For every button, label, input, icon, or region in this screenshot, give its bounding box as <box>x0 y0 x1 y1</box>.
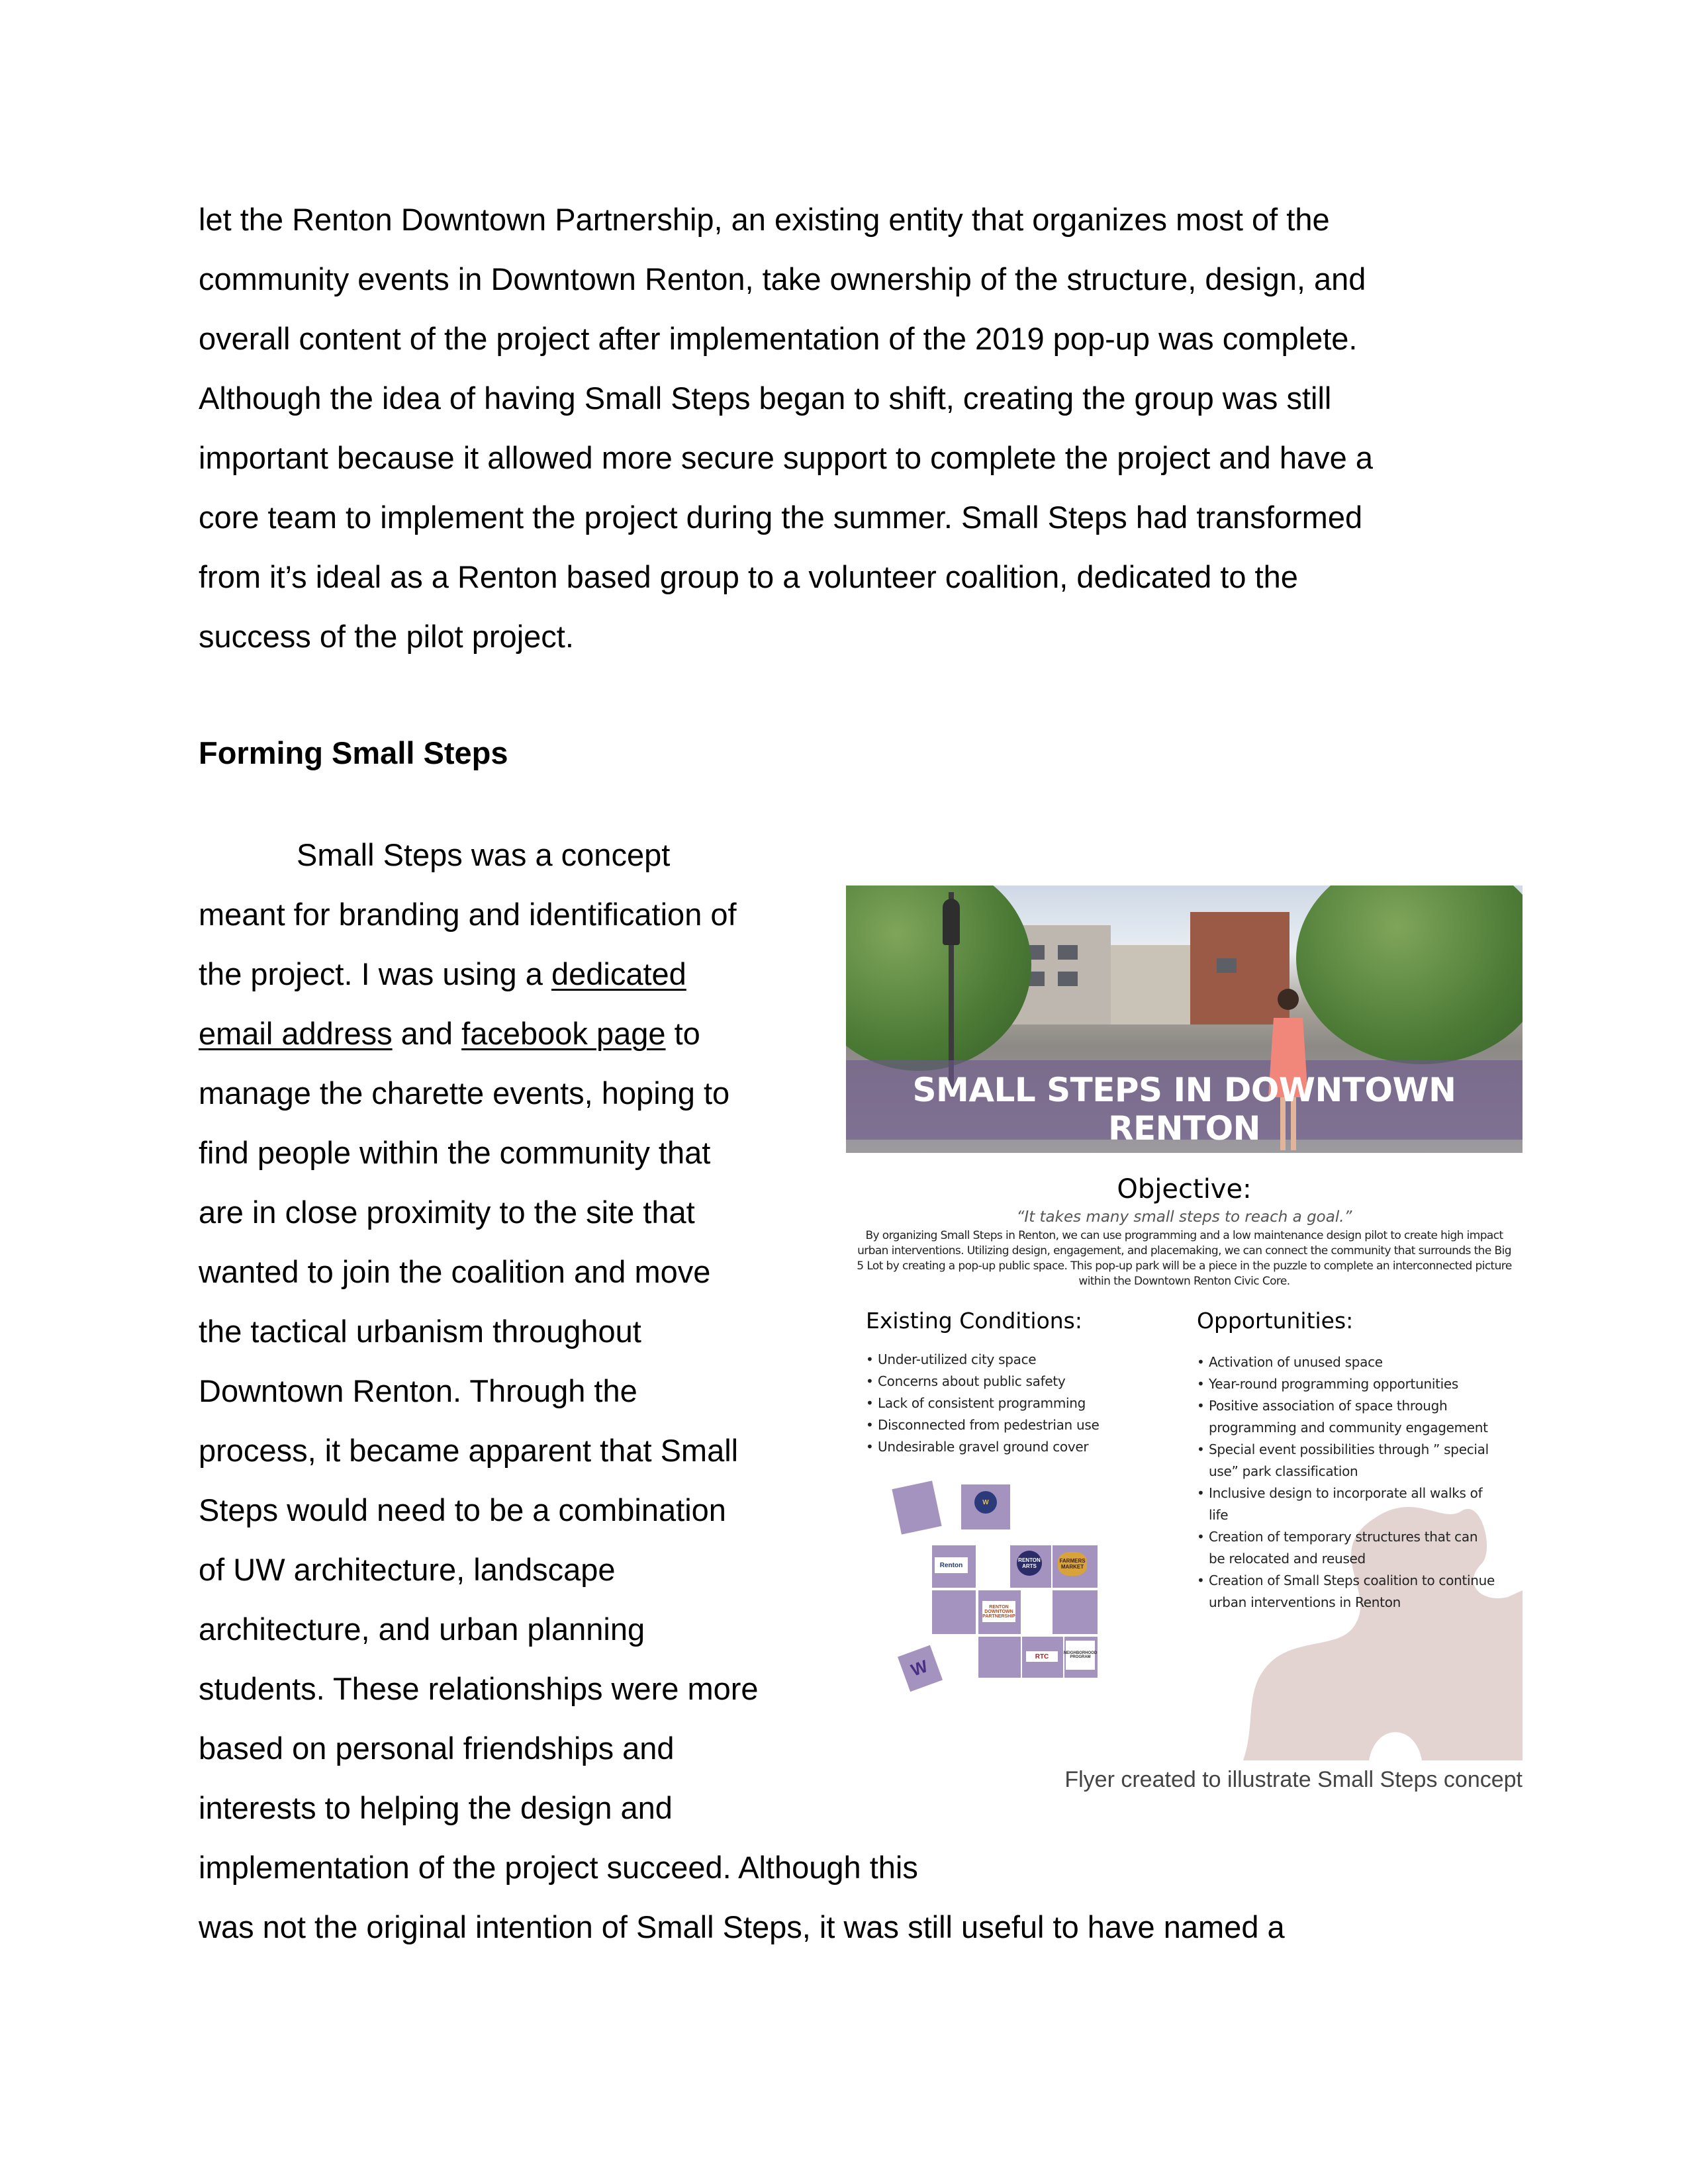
text-line: meant for branding and identification of <box>199 897 737 932</box>
renton-downtown-partnership-logo: RENTON DOWNTOWN PARTNERSHIP <box>982 1601 1015 1622</box>
text-line: Although the idea of having Small Steps began to shift, creating the group was still <box>199 381 1332 416</box>
text-line: architecture, and urban planning <box>199 1612 645 1647</box>
text-line: based on personal friendships and <box>199 1731 675 1766</box>
text-line: Small Steps was a concept <box>297 837 671 872</box>
window <box>1058 945 1078 960</box>
uw-logo: W <box>908 1655 931 1680</box>
dedicated-email-link[interactable]: dedicated <box>551 956 686 991</box>
farmers-market-logo: FARMERS MARKET <box>1058 1552 1087 1576</box>
list-item: • Concerns about public safety <box>866 1371 1157 1392</box>
renton-arts-logo: RENTON ARTS <box>1017 1551 1042 1576</box>
existing-conditions-list <box>866 1349 1157 1458</box>
text-line: are in close proximity to the site that <box>199 1195 695 1230</box>
text-line: Downtown Renton. Through the <box>199 1373 637 1408</box>
puzzle-piece <box>961 1484 1010 1529</box>
facebook-page-link[interactable]: facebook page <box>461 1016 666 1051</box>
list-item: • Inclusive design to incorporate all walks of life <box>1197 1482 1495 1526</box>
rtc-logo: RTC <box>1026 1651 1058 1662</box>
puzzle-piece <box>1010 1545 1051 1588</box>
objective-title: Objective: <box>1117 1174 1252 1205</box>
window <box>1058 972 1078 986</box>
puzzle-piece <box>898 1645 943 1692</box>
objective-quote: “It takes many small steps to reach a goal.” <box>1016 1208 1352 1226</box>
tree <box>1296 886 1523 1064</box>
text-line <box>199 958 686 989</box>
puzzle-piece <box>978 1590 1021 1634</box>
text-line: find people within the community that <box>199 1135 711 1170</box>
text-line: from it’s ideal as a Renton based group to a volunteer coalition, dedicated to the <box>199 559 1298 594</box>
text-line: success of the pilot project. <box>199 619 574 654</box>
text-line: core team to implement the project during the summer. Small Steps had transformed <box>199 500 1363 535</box>
objective-body: By organizing Small Steps in Renton, we can use programming and a low maintenance design pilot to create high impact urban interventions. Utilizing design, engagement, and placemaking, we can connect the community that surrounds the Big 5 Lot by creating a pop-up public space. This pop-up park will be a piece in the puzzle to complete an interconnected picture within the Downtown Renton Civic Core. <box>857 1229 1512 1288</box>
puzzle-piece <box>932 1545 976 1588</box>
list-item: • Creation of Small Steps coalition to continue urban interventions in Renton <box>1197 1570 1495 1614</box>
text-span: the project. I was using a <box>199 956 551 991</box>
list-item: • Under-utilized city space <box>866 1349 1157 1371</box>
partner-puzzle-graphic <box>886 1484 1098 1696</box>
opportunities-title: Opportunities: <box>1197 1308 1354 1334</box>
text-line: was not the original intention of Small Steps, it was still useful to have named a <box>199 1909 1285 1944</box>
opportunities-list <box>1197 1351 1495 1614</box>
dedicated-email-link[interactable]: email address <box>199 1016 393 1051</box>
text-line: of UW architecture, landscape <box>199 1552 616 1587</box>
text-line: let the Renton Downtown Partnership, an existing entity that organizes most of the <box>199 202 1330 237</box>
flyer-image <box>846 886 1523 1760</box>
list-item: • Creation of temporary structures that can be relocated and reused <box>1197 1526 1495 1570</box>
street-rendering-photo <box>846 886 1523 1153</box>
puzzle-piece <box>1022 1637 1063 1678</box>
text-line: students. These relationships were more <box>199 1671 759 1706</box>
list-item: • Activation of unused space <box>1197 1351 1495 1373</box>
puzzle-piece <box>978 1637 1021 1678</box>
text-line: wanted to join the coalition and move <box>199 1254 711 1289</box>
puzzle-piece <box>1053 1545 1098 1588</box>
text-line <box>199 1018 700 1049</box>
list-item: • Disconnected from pedestrian use <box>866 1414 1157 1436</box>
neighborhood-program-logo: NEIGHBORHOOD PROGRAM <box>1066 1641 1095 1670</box>
text-line: implementation of the project succeed. Although this <box>199 1850 918 1885</box>
text-line: overall content of the project after implementation of the 2019 pop-up was complete. <box>199 321 1358 356</box>
text-line: community events in Downtown Renton, take ownership of the structure, design, and <box>199 261 1366 296</box>
puzzle-piece <box>932 1590 976 1634</box>
text-line: process, it became apparent that Small <box>199 1433 739 1468</box>
street-lamp <box>943 899 960 945</box>
text-line: the tactical urbanism throughout <box>199 1314 641 1349</box>
text-line: Steps would need to be a combination <box>199 1492 726 1527</box>
existing-conditions-title: Existing Conditions: <box>866 1308 1082 1334</box>
banner-title: SMALL STEPS IN DOWNTOWN RENTON <box>912 1071 1456 1148</box>
window <box>1217 958 1237 973</box>
puzzle-piece <box>1064 1637 1098 1678</box>
list-item: • Year-round programming opportunities <box>1197 1373 1495 1395</box>
building <box>1111 945 1190 1024</box>
puzzle-piece <box>1053 1590 1098 1634</box>
list-item: • Undesirable gravel ground cover <box>866 1436 1157 1458</box>
section-heading: Forming Small Steps <box>199 735 508 770</box>
text-line: manage the charette events, hoping to <box>199 1075 730 1111</box>
list-item: • Positive association of space through programming and community engagement <box>1197 1395 1495 1439</box>
list-item: • Special event possibilities through ” special use” park classification <box>1197 1439 1495 1482</box>
list-item: • Lack of consistent programming <box>866 1392 1157 1414</box>
city-of-renton-logo: W <box>974 1491 997 1514</box>
figure-caption: Flyer created to illustrate Small Steps concept <box>1064 1767 1523 1792</box>
text-line: interests to helping the design and <box>199 1790 673 1825</box>
text-line: important because it allowed more secure support to complete the project and have a <box>199 440 1373 475</box>
text-span: to <box>665 1016 700 1051</box>
puzzle-piece <box>892 1480 941 1534</box>
tree <box>846 886 1031 1071</box>
text-span: and <box>392 1016 462 1051</box>
renton-school-district-logo: Renton <box>935 1557 968 1573</box>
